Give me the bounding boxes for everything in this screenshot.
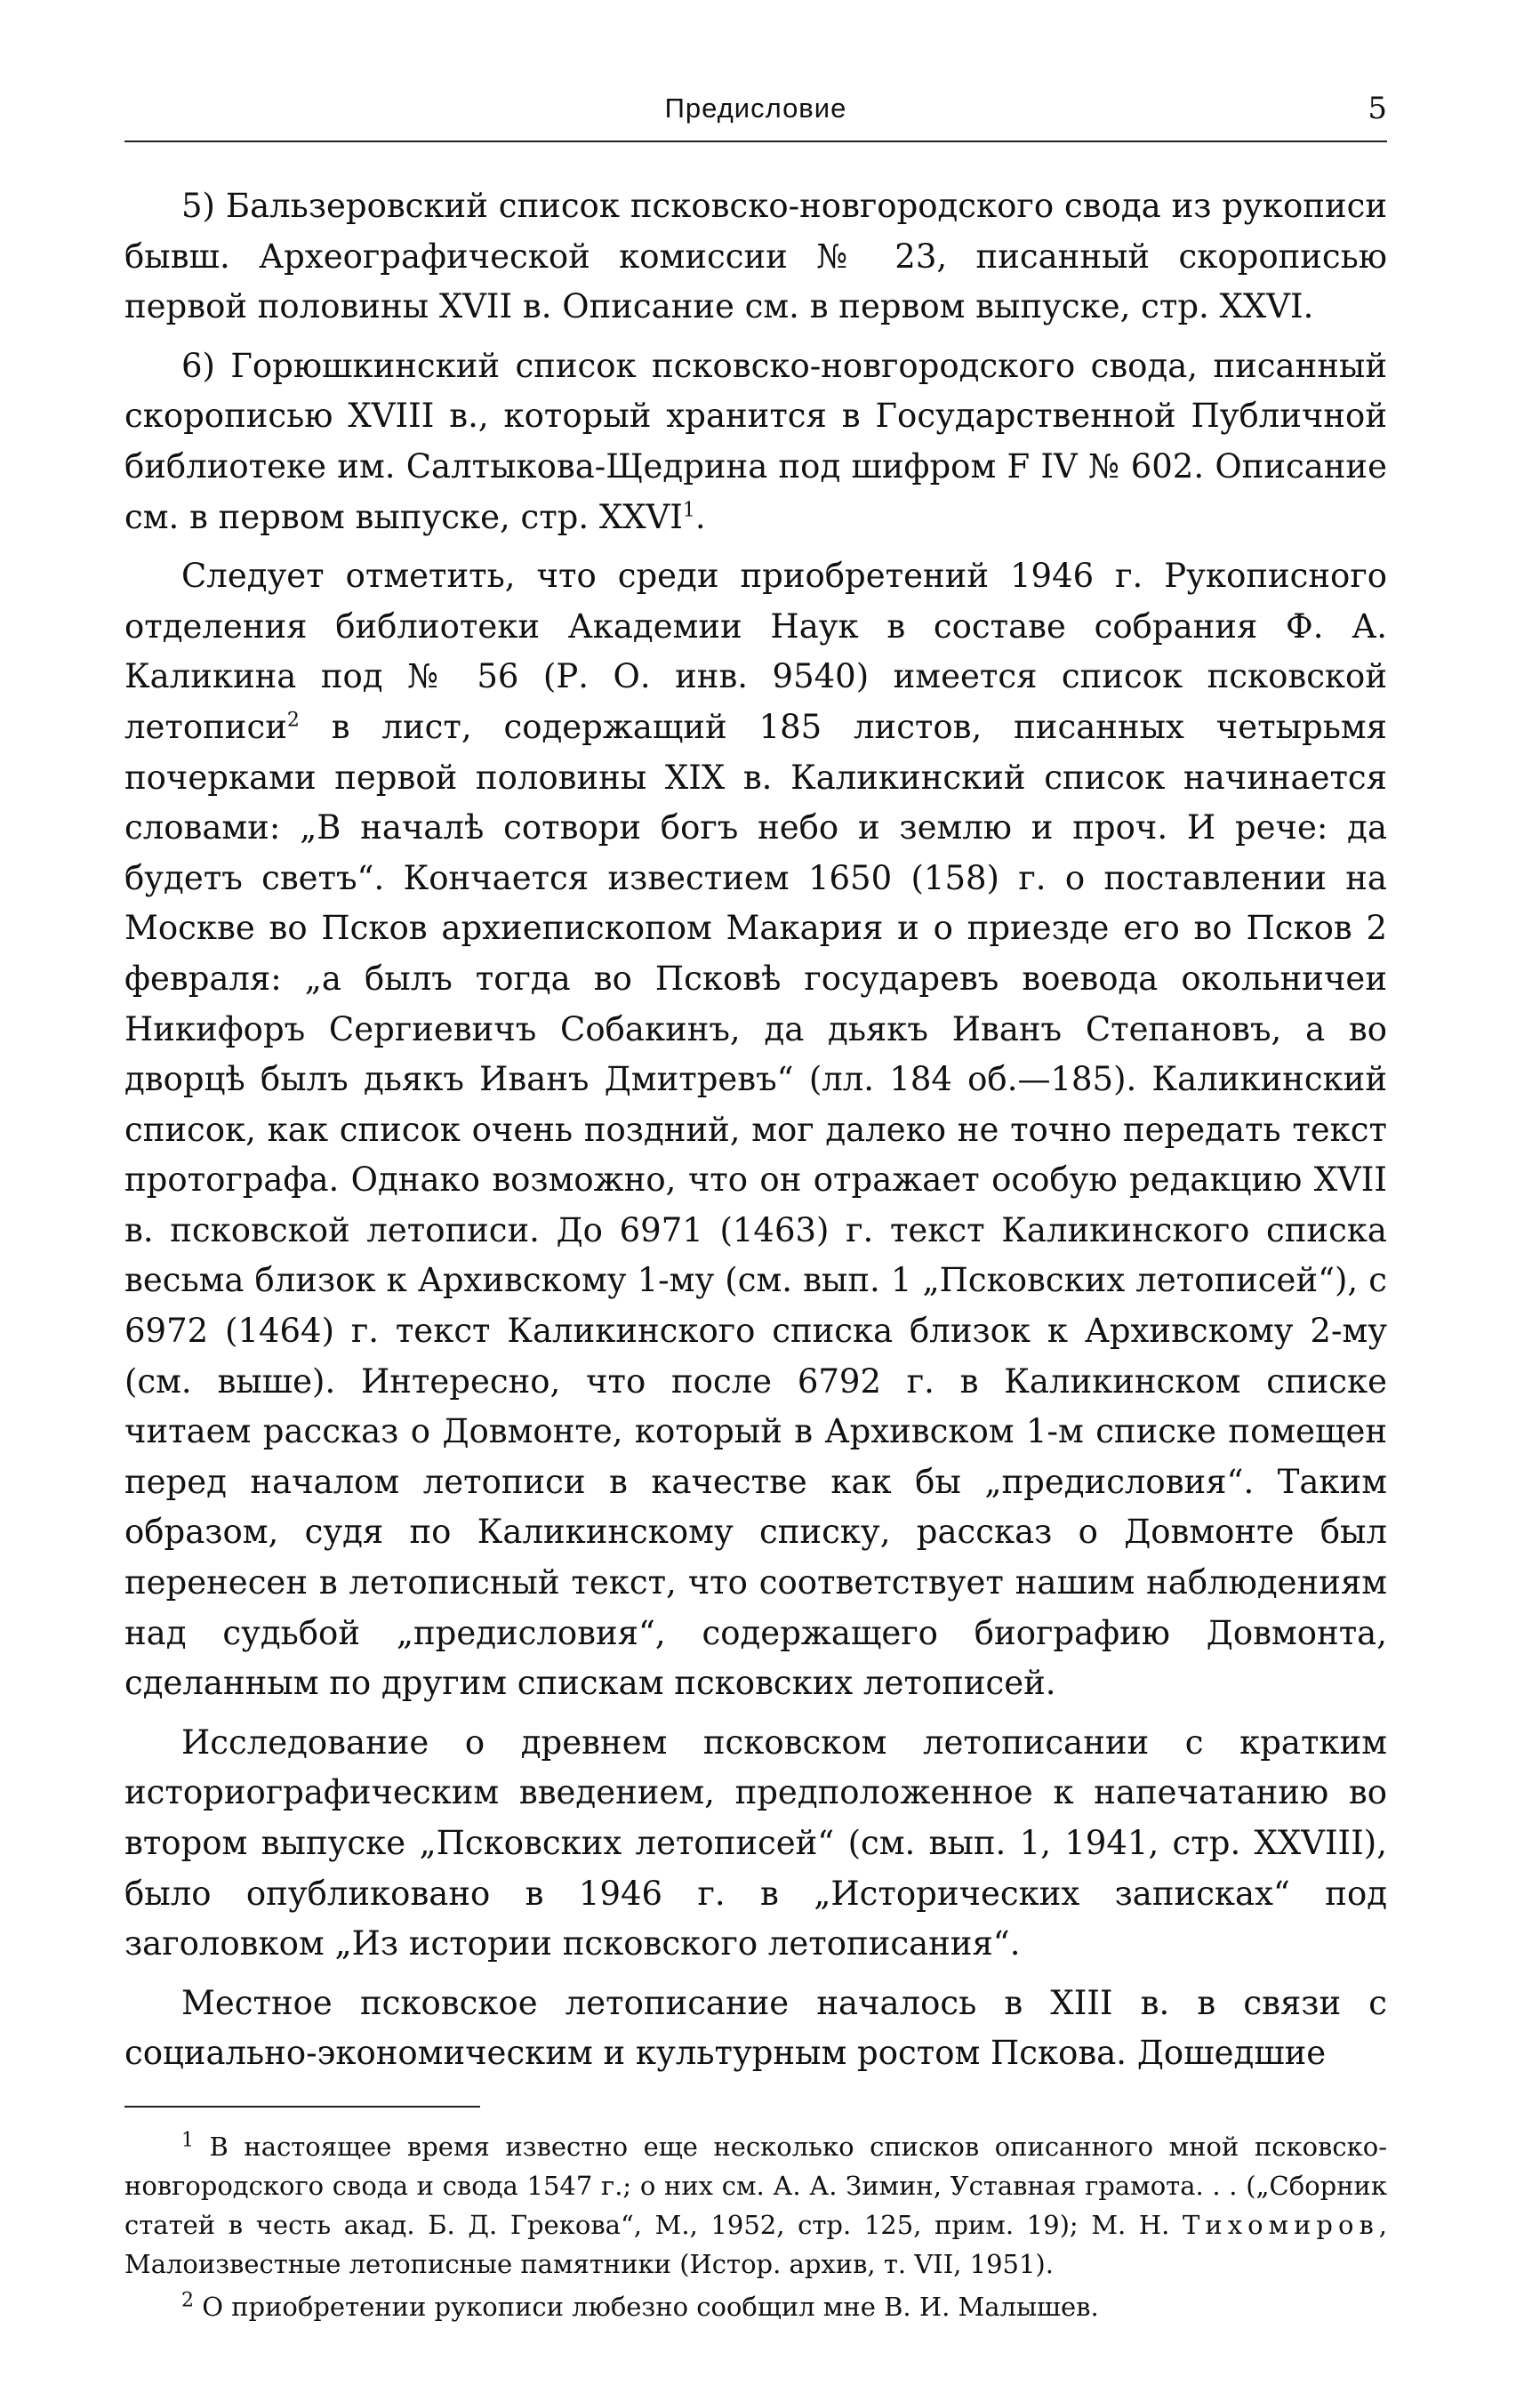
paragraph-local-chronicle — [124, 1979, 1387, 2079]
footnote-2 — [124, 2287, 1387, 2326]
running-header — [124, 87, 1387, 142]
paragraph-text-continued: в лист, содержащий 185 листов, писанных четырьмя почерками первой половины XIX в. Каликинский список начинается словами: „В началѣ сотвори богъ небо и землю и проч. И рече: да будетъ светъ“. Кончается известием 1650 (158) г. о поставлении на Москве во Псков архиепископом Макария и о приезде его во Псков 2 февраля: „а былъ тогда во Псковѣ государевъ воевода окольничеи Никифоръ Сергиевичъ Собакинъ, да дьякъ Иванъ Степановъ, а во дворцѣ былъ дьякъ Иванъ Дмитревъ“ (лл. 184 об.—185). Каликинский список, как список очень поздний, мог далеко не точно передать текст протографа. Однако возможно, что он отражает особую редакцию XVII в. псковской летописи. До 6971 (1463) г. текст Каликинского списка весьма близок к Архивскому 1-му (см. вып. 1 „Псковских летописей“), с 6972 (1464) г. текст Каликинского списка близок к Архивскому 2-му (см. выше). Интересно, что после 6792 г. в Каликинском списке читаем рассказ о Довмонте, который в Архивском 1-м списке помещен перед началом летописи в качестве как бы „предисловия“. Таким образом, судя по Каликинскому списку, рассказ о Довмонте был перенесен в летописный текст, что соответствует нашим наблюдениям над судьбой „предисловия“, содержащего биографию Довмонта, сделанным по другим спискам псковских летописей. — [124, 707, 1387, 1703]
paragraph-text: Исследование о древнем псковском летописании с кратким историографическим введением, предположенное к напечатанию во втором выпуске „Псковских летописей“ (см. вып. 1, 1941, стр. XXVIII), было опубликовано в 1946 г. в „Исторических записках“ под заголовком „Из истории псковского летописания“. — [124, 1722, 1387, 1963]
footnote-reference: 1 — [682, 499, 695, 522]
footnote-text-end: , Малоизвестные летописные памятники (Истор. архив, т. VII, 1951). — [124, 2209, 1387, 2279]
footnote-reference: 2 — [286, 709, 300, 732]
document-page — [124, 87, 1387, 2330]
footnote-author: Тихомиров — [1183, 2209, 1379, 2240]
footnote-1 — [124, 2127, 1387, 2284]
paragraph-5-balzerovsky — [124, 181, 1387, 333]
footnote-text: О приобретении рукописи любезно сообщил мне В. И. Малышев. — [194, 2291, 1099, 2322]
paragraph-text: 6) Горюшкинский список псковско-новгородского свода, писанный скорописью XVIII в., который хранится в Государственной Публичной библиотеке им. Салтыкова-Щедрина под шифром F IV № 602. Описание см. в первом выпуске, стр. XXVI — [124, 346, 1387, 536]
paragraph-text: Следует отметить, что среди приобретений 1946 г. Рукописного отделения библиотеки Академии Наук в составе собрания Ф. А. Каликина под № 56 (Р. О. инв. 9540) имеется список псковской летописи — [124, 557, 1387, 746]
footnotes — [124, 2127, 1387, 2326]
running-title: Предисловие — [664, 92, 847, 124]
page-number: 5 — [1368, 91, 1387, 126]
footnote-text: В настоящее время известно еще несколько списков описанного мной псковско-новгородского свода и свода 1547 г.; о них см. А. А. Зимин, Уставная грамота. . . („Сборник статей в честь акад. Б. Д. Грекова“, М., 1952, стр. 125, прим. 19); М. Н. — [124, 2131, 1387, 2240]
paragraph-text: Местное псковское летописание началось в XIII в. в связи с социально-экономическим и культурным ростом Пскова. Дошедшие — [124, 1983, 1387, 2073]
paragraph-kalikin-list — [124, 551, 1387, 1709]
paragraph-6-goryushkinsky — [124, 341, 1387, 542]
paragraph-text-end: . — [694, 497, 706, 536]
paragraph-research — [124, 1718, 1387, 1970]
footnote-mark: 2 — [181, 2289, 194, 2312]
body-text — [124, 181, 1387, 2079]
footnote-mark: 1 — [181, 2129, 194, 2152]
footnote-divider — [124, 2106, 480, 2108]
paragraph-text: 5) Бальзеровский список псковско-новгородского свода из рукописи бывш. Археографической комиссии № 23, писанный скорописью первой половины XVII в. Описание см. в первом выпуске, стр. XXVI. — [124, 187, 1387, 326]
